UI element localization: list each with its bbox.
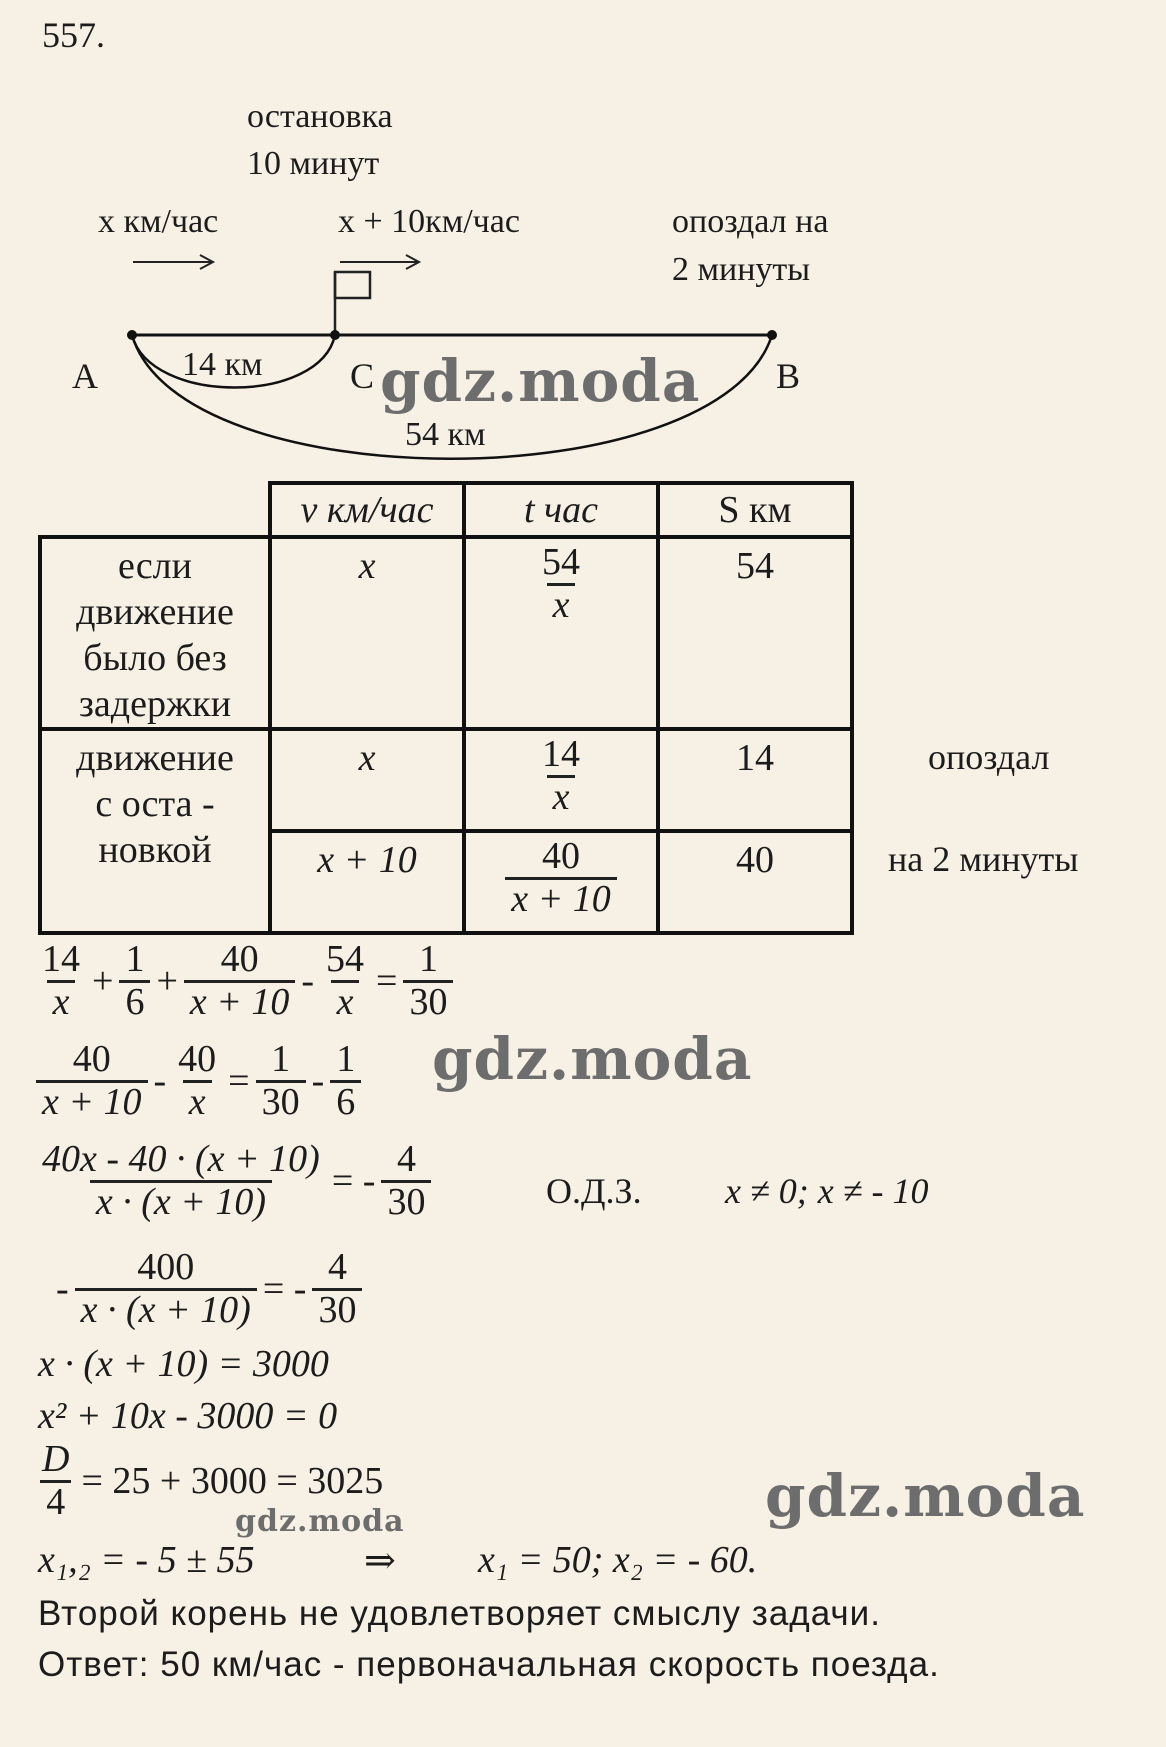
cell-time: $\frac{40}{x + 10}$ (464, 831, 658, 933)
table-row (40, 537, 852, 729)
watermark: gdz.moda (765, 1462, 1086, 1530)
equation-2: $\frac{40}{x + 10}$ - $\frac{40}{x}$ = $\frac{1}{30}$ - $\frac{1}{6}$ (36, 1040, 361, 1123)
header-time: t час (464, 483, 658, 537)
equation-5: x · (x + 10) = 3000 (38, 1343, 329, 1385)
cell-distance: 14 (658, 729, 852, 831)
header-distance: S км (658, 483, 852, 537)
stop-label-line1: остановка (247, 98, 393, 135)
speed-arrow-2 (340, 255, 419, 269)
implies-arrow-icon: ⇒ (364, 1540, 396, 1582)
equation-7: $\frac{D}{4}$ = 25 + 3000 = 3025 (42, 1438, 384, 1523)
equation-8-rhs: x₁ = 50; x₂ = - 60. (478, 1539, 758, 1581)
point-b-label: B (776, 356, 801, 396)
equation-1: $\frac{14}{x}$ + $\frac{1}{6}$ + $\frac{40}{x + 10}$ - $\frac{54}{x}$ = $\frac{1}{30}$ (36, 940, 453, 1023)
point-a-label: A (72, 356, 98, 396)
cell-speed: x + 10 (270, 831, 464, 933)
conclusion-text: Второй корень не удовлетворяет смыслу задачи. (38, 1594, 881, 1633)
cell-speed: x (270, 537, 464, 729)
table-corner (40, 483, 270, 537)
answer-text: Ответ: 50 км/час - первоначальная скорость поезда. (38, 1645, 940, 1684)
stop-flag-icon (335, 272, 370, 335)
cell-time: $\frac{54}{x}$ (464, 537, 658, 729)
stop-label-line2: 10 минут (247, 145, 380, 182)
odz-label: О.Д.З. (546, 1171, 642, 1211)
cell-speed: x (270, 729, 464, 831)
data-table (38, 481, 854, 935)
speed-label-1: x км/час (98, 203, 219, 240)
problem-number: 557. (42, 15, 105, 55)
late-label-line1: опоздал на (672, 203, 829, 240)
cell-time: $\frac{14}{x}$ (464, 729, 658, 831)
speed-label-2: x + 10км/час (338, 203, 520, 240)
distance-ac-label: 14 км (182, 346, 263, 383)
speed-arrow-1 (133, 255, 213, 269)
table-side-note-line1: опоздал (928, 737, 1050, 777)
row-label: если движение было без задержки (40, 537, 270, 729)
equation-4: - $\frac{400}{x \cdot (x + 10)}$ = - $\frac{4}{30}$ (50, 1248, 362, 1331)
distance-ab-label: 54 км (405, 416, 486, 453)
watermark: gdz.moda (235, 1504, 405, 1539)
table-side-note-line2: на 2 минуты (888, 839, 1079, 879)
cell-distance: 40 (658, 831, 852, 933)
point-c-label: C (350, 356, 375, 396)
table-row (40, 729, 852, 831)
watermark: gdz.moda (380, 347, 701, 415)
cell-distance: 54 (658, 537, 852, 729)
watermark: gdz.moda (432, 1025, 753, 1093)
header-speed: v км/час (270, 483, 464, 537)
odz-condition: x ≠ 0; x ≠ - 10 (725, 1171, 929, 1211)
row-label: движение с оста - новкой (40, 729, 270, 933)
equation-3: $\frac{40x - 40 \cdot (x + 10)}{x \cdot (x + 10)}$ = - $\frac{4}{30}$ (36, 1140, 431, 1223)
equation-8-lhs: x₁,₂ = - 5 ± 55 (38, 1539, 255, 1581)
late-label-line2: 2 минуты (672, 251, 811, 288)
equation-6: x² + 10x - 3000 = 0 (38, 1395, 338, 1437)
